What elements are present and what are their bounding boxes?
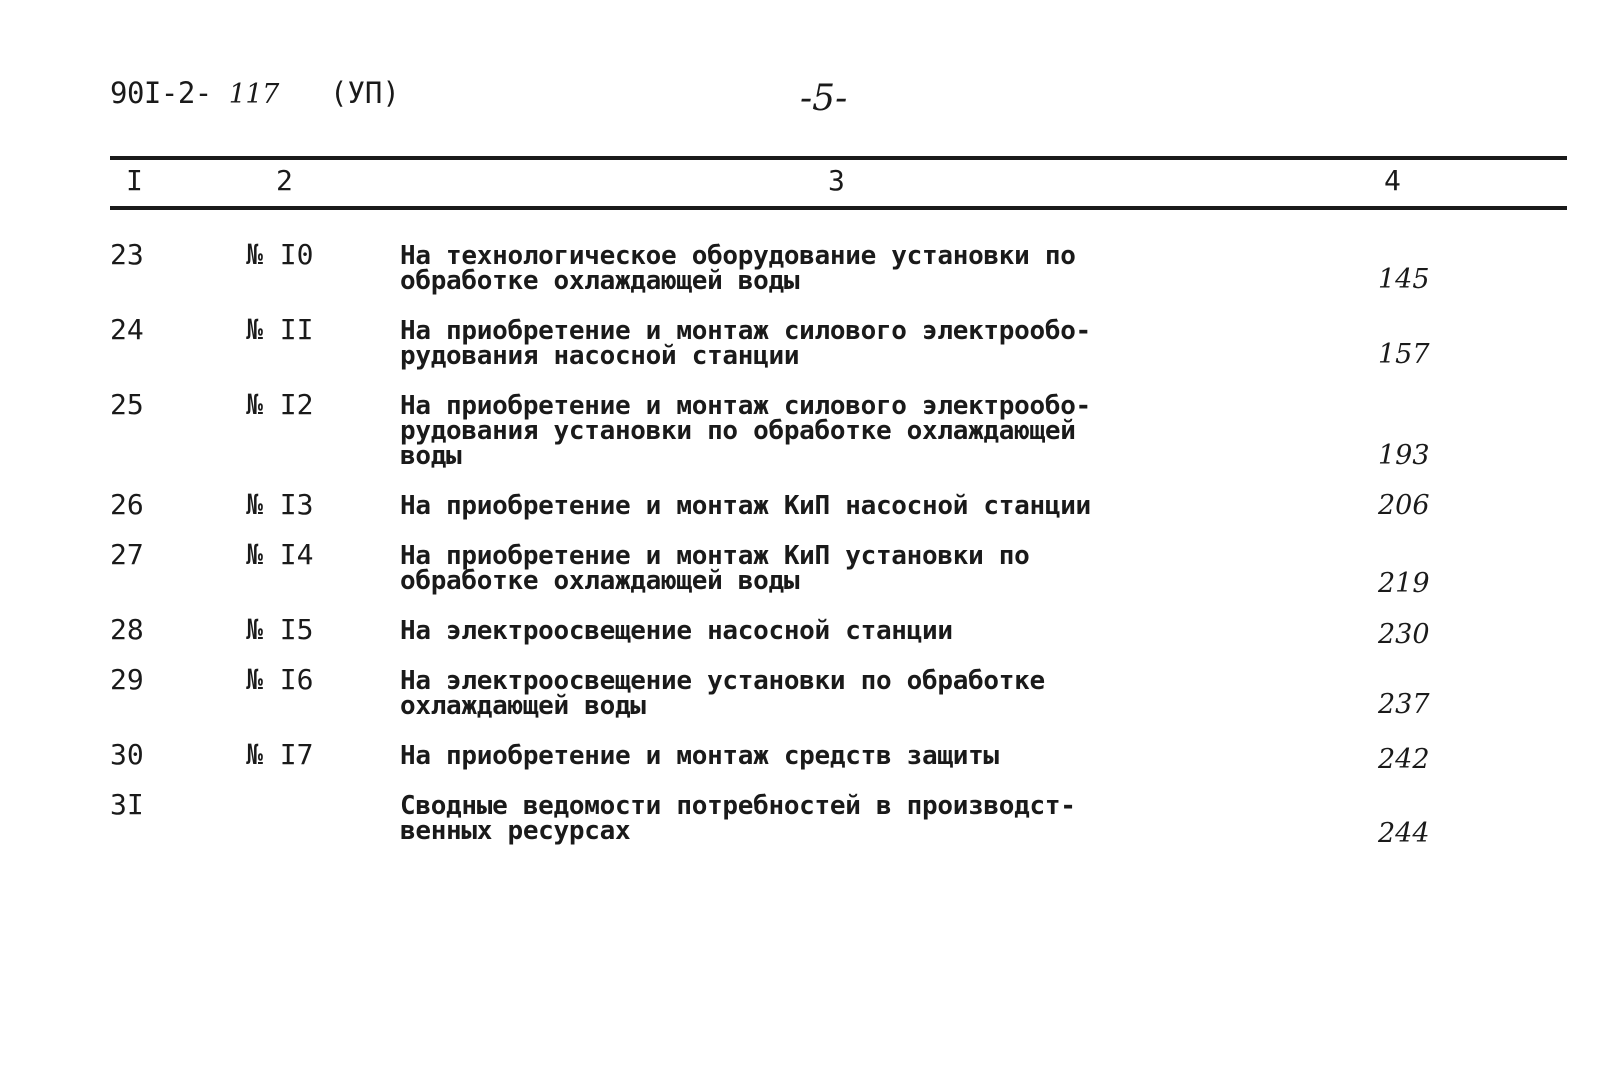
row-number: 24 xyxy=(110,313,144,346)
row-code: № I7 xyxy=(246,738,314,771)
row-page: 145 xyxy=(1378,264,1430,295)
column-header-1: I xyxy=(126,164,143,197)
document-code-prefix: 90I-2- xyxy=(110,76,212,110)
row-page: 157 xyxy=(1378,339,1430,370)
row-description: На приобретение и монтаж средств защиты xyxy=(400,741,999,771)
row-description: На технологическое оборудование установки по обработке охлаждающей воды xyxy=(400,241,1076,296)
table-header-rule xyxy=(110,206,1567,210)
row-code: № I0 xyxy=(246,238,314,271)
row-page: 219 xyxy=(1378,568,1430,599)
row-page: 230 xyxy=(1378,619,1430,650)
row-code: № I2 xyxy=(246,388,314,421)
row-page: 206 xyxy=(1378,490,1430,521)
document-code-handwritten: 117 xyxy=(228,79,279,110)
row-description: На приобретение и монтаж силового электрообо-рудования насосной станции xyxy=(400,316,1091,371)
column-header-4: 4 xyxy=(1384,164,1401,197)
row-page: 237 xyxy=(1378,689,1430,720)
row-number: 25 xyxy=(110,388,144,421)
page-number: -5- xyxy=(800,78,848,119)
row-page: 242 xyxy=(1378,744,1430,775)
row-description: На приобретение и монтаж КиП установки по обработке охлаждающей воды xyxy=(400,541,1030,596)
row-code: № II xyxy=(246,313,314,346)
row-number: 29 xyxy=(110,663,144,696)
row-number: 27 xyxy=(110,538,144,571)
row-code: № I3 xyxy=(246,488,314,521)
row-code: № I5 xyxy=(246,613,314,646)
sheet-mark: (УП) xyxy=(330,76,400,110)
row-code: № I4 xyxy=(246,538,314,571)
document-code xyxy=(110,76,279,110)
row-number: 28 xyxy=(110,613,144,646)
column-header-2: 2 xyxy=(276,164,293,197)
row-description: На электроосвещение установки по обработке охлаждающей воды xyxy=(400,666,1045,721)
row-number: 3I xyxy=(110,788,144,821)
row-description: На приобретение и монтаж КиП насосной станции xyxy=(400,491,1091,521)
table-top-rule xyxy=(110,156,1567,160)
column-header-3: 3 xyxy=(828,164,845,197)
row-description: Сводные ведомости потребностей в производст-венных ресурсах xyxy=(400,791,1076,846)
row-number: 30 xyxy=(110,738,144,771)
row-page: 244 xyxy=(1378,818,1430,849)
row-number: 23 xyxy=(110,238,144,271)
row-description: На приобретение и монтаж силового электрообо-рудования установки по обработке охлаждающей воды xyxy=(400,391,1091,471)
row-description: На электроосвещение насосной станции xyxy=(400,616,953,646)
row-page: 193 xyxy=(1378,440,1430,471)
row-code: № I6 xyxy=(246,663,314,696)
row-number: 26 xyxy=(110,488,144,521)
